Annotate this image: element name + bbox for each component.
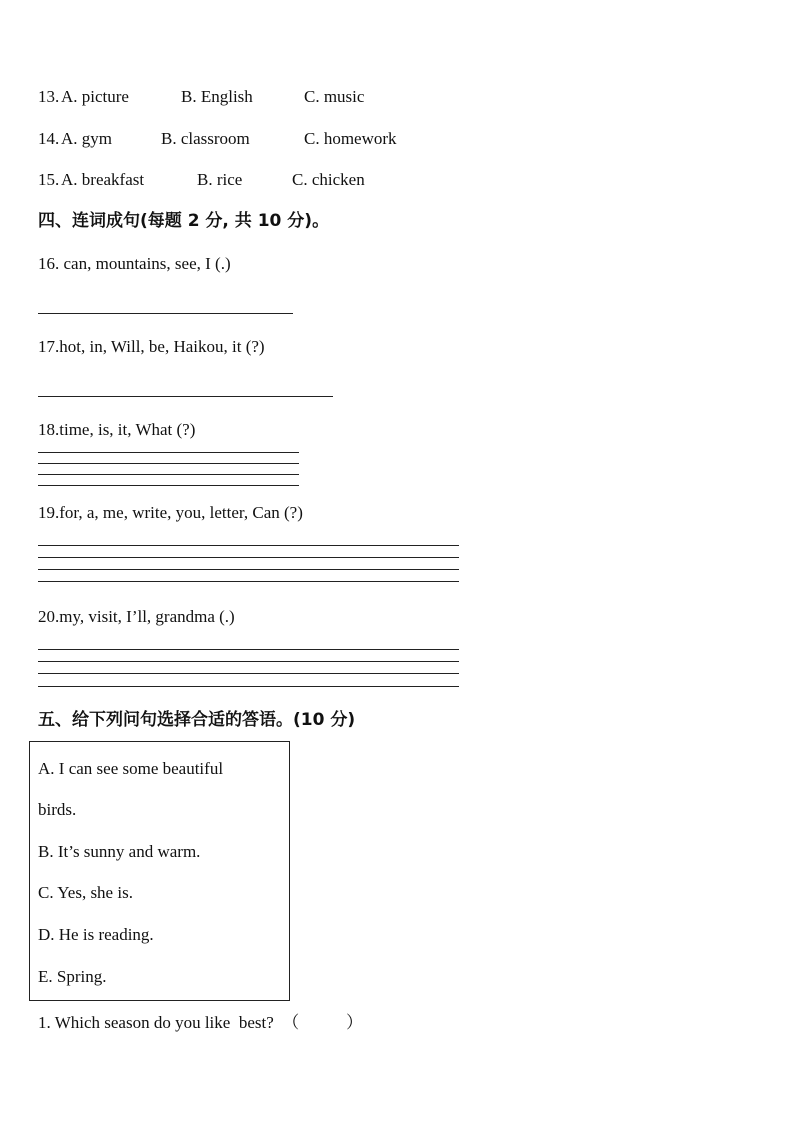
answer-choice-a-cont: birds. — [38, 800, 77, 819]
answer-line — [38, 396, 333, 397]
answer-line — [38, 485, 299, 486]
option-a: A. breakfast — [61, 170, 145, 189]
option-c: C. music — [304, 87, 365, 106]
question-16: 16. can, mountains, see, I (.) — [38, 254, 231, 273]
option-c: C. chicken — [292, 170, 365, 189]
option-a: A. gym — [61, 129, 112, 148]
answer-line — [38, 686, 459, 687]
answer-line — [38, 452, 299, 453]
question-17: 17.hot, in, Will, be, Haikou, it (?) — [38, 337, 265, 356]
answer-choice-e: E. Spring. — [38, 967, 107, 986]
option-c: C. homework — [304, 129, 397, 148]
section-4-heading: 四、连词成句(每题 2 分, 共 10 分)。 — [38, 211, 330, 231]
answer-choice-d: D. He is reading. — [38, 925, 154, 944]
question-number: 14. — [38, 129, 60, 148]
question-18: 18.time, is, it, What (?) — [38, 420, 196, 439]
question-number: 15. — [38, 170, 60, 189]
answer-choice-c: C. Yes, she is. — [38, 883, 133, 902]
question-number: 13. — [38, 87, 60, 106]
answer-line — [38, 313, 293, 314]
option-b: B. English — [181, 87, 253, 106]
option-a: A. picture — [61, 87, 129, 106]
answer-line — [38, 545, 459, 546]
answer-line — [38, 463, 299, 464]
option-b: B. rice — [197, 170, 243, 189]
answer-line — [38, 661, 459, 662]
answer-choice-b: B. It’s sunny and warm. — [38, 842, 201, 861]
answer-line — [38, 581, 459, 582]
answer-line — [38, 569, 459, 570]
question-20: 20.my, visit, I’ll, grandma (.) — [38, 607, 235, 626]
answer-line — [38, 649, 459, 650]
answer-choices-box — [29, 741, 290, 1001]
answer-line — [38, 474, 299, 475]
answer-choice-a: A. I can see some beautiful — [38, 759, 224, 778]
option-b: B. classroom — [161, 129, 250, 148]
section-5-question-1: 1. Which season do you like best? （ ） — [38, 1013, 364, 1032]
answer-line — [38, 673, 459, 674]
section-5-heading: 五、给下列问句选择合适的答语。(10 分) — [38, 710, 356, 730]
question-19: 19.for, a, me, write, you, letter, Can (?) — [38, 503, 303, 522]
answer-line — [38, 557, 459, 558]
